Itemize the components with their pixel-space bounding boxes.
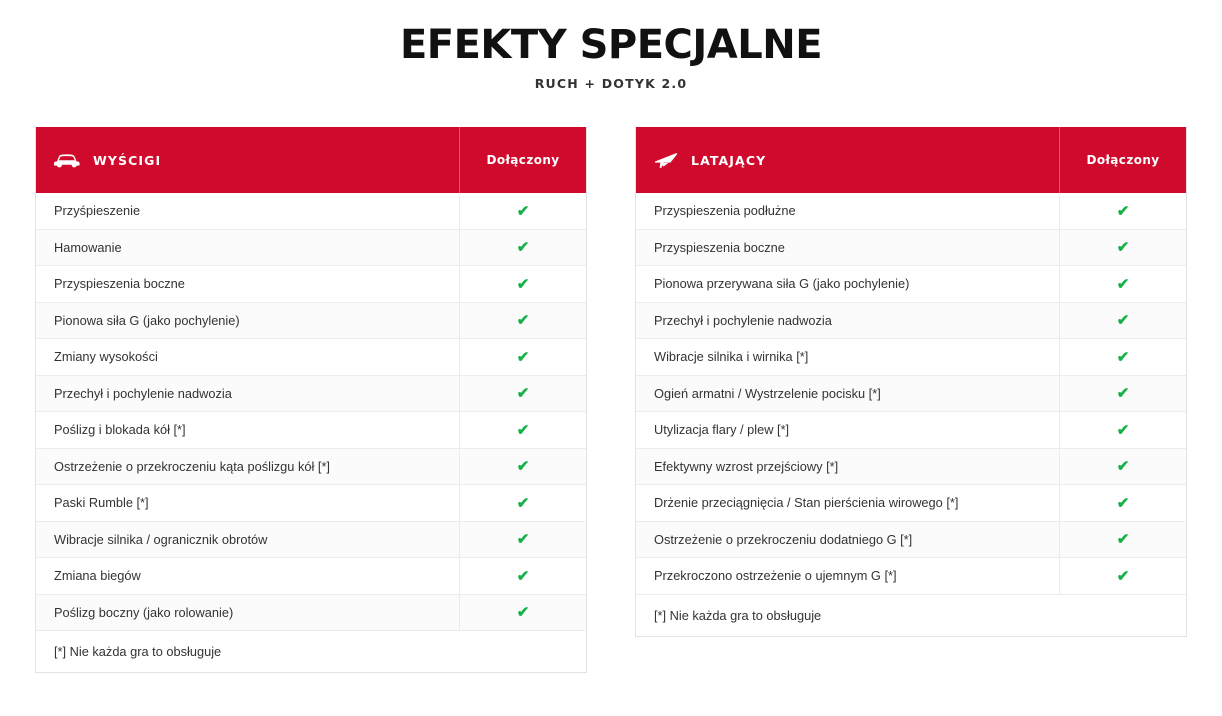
table-racing-title-cell: [36, 127, 460, 193]
table-row: [636, 558, 1186, 595]
table-row: [636, 339, 1186, 376]
check-icon: ✔: [516, 275, 530, 293]
check-icon: ✔: [1116, 348, 1130, 366]
check-icon: ✔: [1116, 385, 1130, 403]
table-racing-title: WYŚCIGI: [93, 152, 162, 168]
check-icon: ✔: [1116, 531, 1130, 549]
check-icon: ✔: [516, 567, 530, 585]
table-row: [36, 266, 586, 303]
check-icon: ✔: [516, 604, 530, 622]
table-flying-title: LATAJĄCY: [691, 152, 767, 168]
check-icon: ✔: [516, 239, 530, 257]
page-title: EFEKTY SPECJALNE: [399, 22, 823, 68]
check-icon: ✔: [516, 494, 530, 512]
table-row: [636, 485, 1186, 522]
effect-name: Wibracje silnika i wirnika [*]: [636, 339, 1060, 375]
check-icon: ✔: [516, 458, 530, 476]
table-flying-body: [636, 193, 1186, 636]
table-row: [636, 449, 1186, 486]
table-row: [36, 449, 586, 486]
check-icon: ✔: [516, 421, 530, 439]
effect-name: Efektywny wzrost przejściowy [*]: [636, 449, 1060, 485]
plane-icon: [654, 150, 678, 170]
effect-name: Ogień armatni / Wystrzelenie pocisku [*]: [636, 376, 1060, 412]
effect-name: Przyspieszenia boczne: [636, 230, 1060, 266]
table-row: [36, 230, 586, 267]
table-row: [36, 193, 586, 230]
effect-name: Przyśpieszenie: [36, 193, 460, 229]
effect-name: Ostrzeżenie o przekroczeniu dodatniego G [*]: [636, 522, 1060, 558]
table-racing: [35, 127, 587, 673]
table-row: [636, 522, 1186, 559]
effect-name: Przyspieszenia boczne: [36, 266, 460, 302]
table-racing-header: [36, 127, 586, 193]
effect-name: Poślizg i blokada kół [*]: [36, 412, 460, 448]
table-row: [36, 522, 586, 559]
table-row: [36, 339, 586, 376]
check-icon: ✔: [1116, 421, 1130, 439]
check-icon: ✔: [516, 348, 530, 366]
effect-name: Wibracje silnika / ogranicznik obrotów: [36, 522, 460, 558]
table-racing-body: [36, 193, 586, 672]
check-icon: ✔: [516, 385, 530, 403]
table-racing-footnote: [*] Nie każda gra to obsługuje: [36, 631, 586, 672]
effect-name: Przyspieszenia podłużne: [636, 193, 1060, 229]
effect-name: Przekroczono ostrzeżenie o ujemnym G [*]: [636, 558, 1060, 594]
table-row: [36, 558, 586, 595]
check-icon: ✔: [1116, 312, 1130, 330]
check-icon: ✔: [1116, 202, 1130, 220]
effect-name: Utylizacja flary / plew [*]: [636, 412, 1060, 448]
table-row: [636, 412, 1186, 449]
check-icon: ✔: [1116, 494, 1130, 512]
table-row: [636, 230, 1186, 267]
table-row: [36, 485, 586, 522]
table-flying-title-cell: [636, 127, 1060, 193]
check-icon: ✔: [1116, 239, 1130, 257]
effect-name: Przechył i pochylenie nadwozia: [636, 303, 1060, 339]
table-row: [36, 376, 586, 413]
effect-name: Zmiany wysokości: [36, 339, 460, 375]
table-row: [636, 266, 1186, 303]
effect-name: Paski Rumble [*]: [36, 485, 460, 521]
check-icon: ✔: [516, 202, 530, 220]
table-row: [636, 303, 1186, 340]
table-flying-included-header: Dołączony: [1086, 153, 1160, 167]
effect-name: Przechył i pochylenie nadwozia: [36, 376, 460, 412]
table-racing-included-header: Dołączony: [486, 153, 560, 167]
effect-name: Poślizg boczny (jako rolowanie): [36, 595, 460, 631]
check-icon: ✔: [516, 531, 530, 549]
effect-name: Pionowa przerywana siła G (jako pochylenie): [636, 266, 1060, 302]
tables-container: [0, 127, 1222, 673]
table-row: [636, 376, 1186, 413]
check-icon: ✔: [1116, 567, 1130, 585]
check-icon: ✔: [1116, 275, 1130, 293]
effect-name: Drżenie przeciągnięcia / Stan pierścienia wirowego [*]: [636, 485, 1060, 521]
page-subtitle: RUCH + DOTYK 2.0: [534, 76, 688, 91]
table-row: [36, 412, 586, 449]
check-icon: ✔: [1116, 458, 1130, 476]
car-icon: [54, 152, 80, 168]
page-header: [0, 0, 1222, 91]
table-flying-header: [636, 127, 1186, 193]
effect-name: Ostrzeżenie o przekroczeniu kąta poślizgu kół [*]: [36, 449, 460, 485]
table-flying: [635, 127, 1187, 637]
table-row: [36, 595, 586, 632]
table-row: [36, 303, 586, 340]
table-row: [636, 193, 1186, 230]
table-flying-footnote: [*] Nie każda gra to obsługuje: [636, 595, 1186, 636]
effect-name: Zmiana biegów: [36, 558, 460, 594]
effect-name: Pionowa siła G (jako pochylenie): [36, 303, 460, 339]
effect-name: Hamowanie: [36, 230, 460, 266]
check-icon: ✔: [516, 312, 530, 330]
